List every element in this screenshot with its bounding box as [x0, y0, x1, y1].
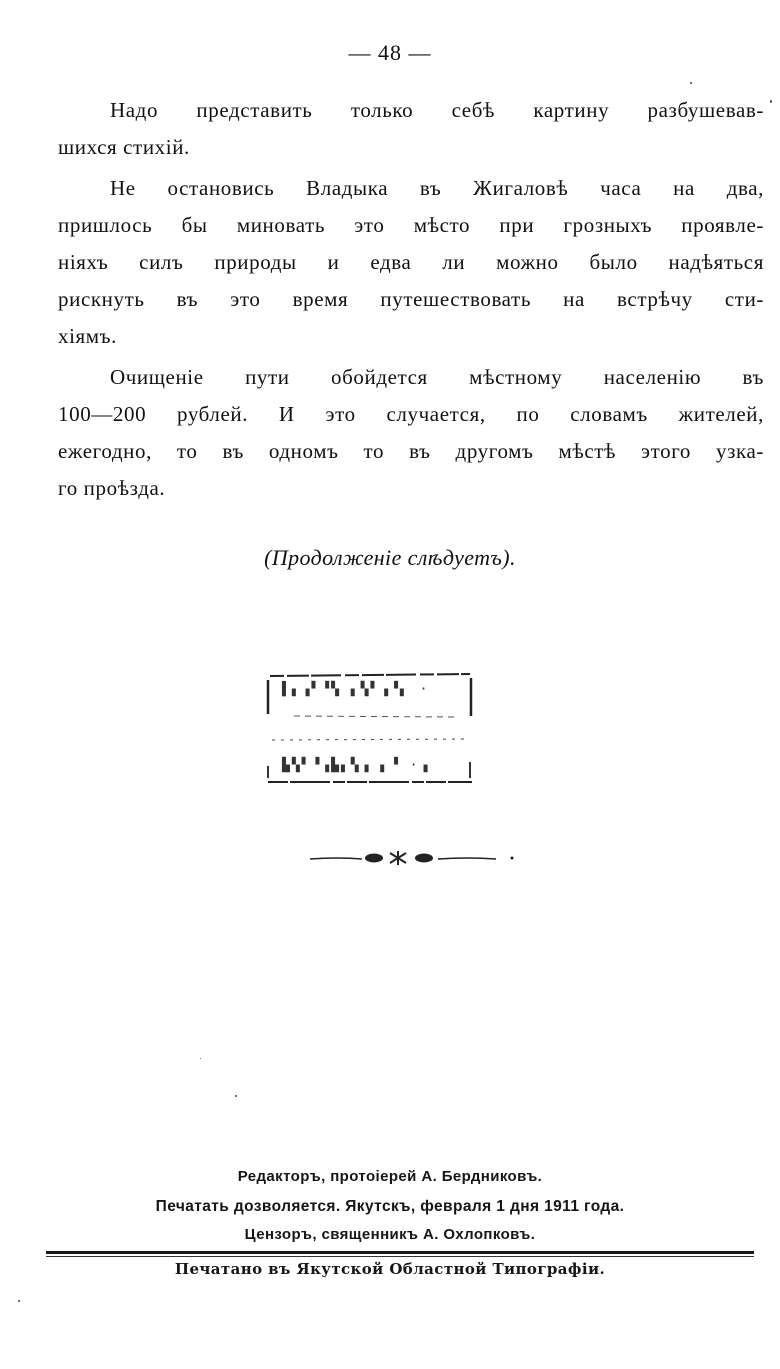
text-line: пришлось бы миновать это мѣсто при грозныхъ проявле-	[58, 213, 764, 237]
imprint-permit: Печатать дозволяется. Якутскъ, февраля 1 дня 1911 года.	[155, 1198, 625, 1215]
text-line: ніяхъ силъ природы и едва ли можно было надѣяться	[58, 250, 764, 274]
text-line: Не остановись Владыка въ Жигаловѣ часа на два,	[110, 176, 764, 200]
imprint-editor: Редакторъ, протоіерей А. Бердниковъ.	[237, 1168, 543, 1185]
imprint-censor: Цензоръ, священникъ А. Охлопковъ.	[244, 1226, 536, 1243]
scan-speck	[18, 1300, 20, 1302]
stamp-text-faded: ▙▚▘▝▗▙▖▚▗ ▖▝ ·▗	[282, 758, 430, 773]
ornament-divider	[308, 848, 518, 868]
paragraph-3	[58, 359, 764, 507]
text-line: хіямъ.	[58, 324, 117, 348]
library-stamp	[264, 670, 476, 788]
body-text	[58, 92, 764, 511]
scan-speck	[770, 100, 772, 103]
stamp-text-faded: ▌▖▗▘▝▚ ▖▚▘▗▝▖ ·	[282, 682, 430, 697]
text-line: Надо представить только себѣ картину разбушевав-	[110, 98, 764, 122]
paragraph-1	[58, 92, 764, 166]
scan-speck	[235, 1095, 237, 1097]
continuation-note: (Продолженіе слѣдуетъ).	[264, 545, 516, 570]
scan-speck	[200, 1058, 201, 1059]
text-line: Очищеніе пути обойдется мѣстному населенію въ	[110, 365, 764, 389]
paragraph-2	[58, 170, 764, 355]
page-number: — 48 —	[348, 40, 432, 65]
text-line: шихся стихій.	[58, 135, 190, 159]
text-line: рискнуть въ это время путешествовать на встрѣчу сти-	[58, 287, 764, 311]
text-line: ежегодно, то въ одномъ то въ другомъ мѣстѣ этого узка-	[58, 439, 764, 463]
imprint-printer: Печатано въ Якутской Областной Типографіи.	[174, 1260, 606, 1278]
text-line: го проѣзда.	[58, 476, 166, 500]
scan-speck	[690, 82, 692, 84]
footer-rule	[46, 1251, 754, 1254]
text-line: 100—200 рублей. И это случается, по словамъ жителей,	[58, 402, 764, 426]
footer-rule	[46, 1256, 754, 1257]
